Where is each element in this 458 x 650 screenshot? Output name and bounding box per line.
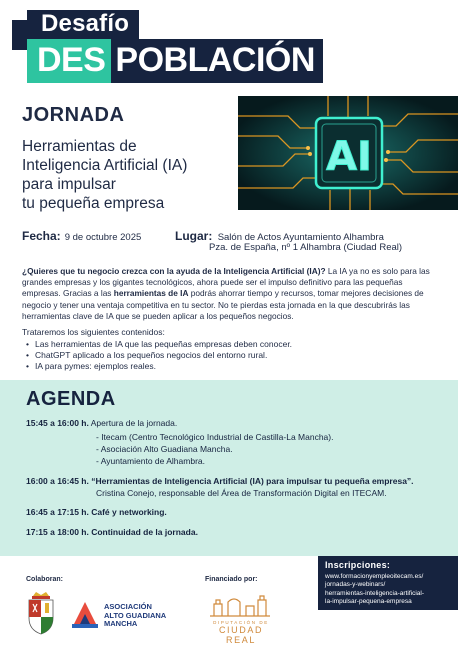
logo-desafio: Desafío xyxy=(27,10,139,39)
diputacion-line1: DIPUTACIÓN DE xyxy=(213,620,269,625)
url-line[interactable]: la-impulsar-pequena-empresa xyxy=(325,597,412,605)
agenda-item: 17:15 a 18:00 h. Continuidad de la jornada. xyxy=(26,527,198,537)
topics-title: Trataremos los siguientes contenidos: xyxy=(22,327,165,337)
agenda-text: Apertura de la jornada. xyxy=(88,418,178,428)
asociacion-line: ALTO GUADIANA xyxy=(104,610,167,620)
intro-bold: herramientas de IA xyxy=(113,288,189,299)
lugar-line1: Salón de Actos Ayuntamiento Alhambra xyxy=(217,232,384,243)
logo-poblacion: POBLACIÓN xyxy=(111,39,323,83)
diputacion-line2: CIUDAD REAL xyxy=(218,625,264,645)
event-title xyxy=(22,137,232,213)
fecha-value: 9 de octubre 2025 xyxy=(64,232,142,243)
logo-despoblacion xyxy=(27,39,323,83)
event-title-line: tu pequeña empresa xyxy=(22,195,165,212)
agenda-time: 16:00 a 16:45 h. xyxy=(26,476,89,486)
agenda-item: 16:45 a 17:15 h. Café y networking. xyxy=(26,507,167,517)
list-item: • Las herramientas de IA que las pequeñas empresas deben conocer. xyxy=(26,339,292,350)
asociacion-line: ASOCIACIÓN xyxy=(104,602,152,611)
agenda-subitem: - Asociación Alto Guadiana Mancha. xyxy=(96,444,233,454)
lugar-line2: Pza. de España, nº 1 Alhambra (Ciudad Real) xyxy=(209,242,403,253)
url-line[interactable]: jornadas-y-webinars/ xyxy=(325,581,386,589)
financiado-label: Financiado por: xyxy=(205,576,258,583)
intro-paragraph xyxy=(22,266,440,322)
agenda-time: 15:45 a 16:00 h. xyxy=(26,418,89,428)
coat-of-arms-icon xyxy=(24,590,58,636)
agenda-item xyxy=(26,418,177,428)
agenda-speaker: Cristina Conejo, responsable del Área de Transformación Digital en ITECAM. xyxy=(96,488,387,498)
intro-text: La IA ya no es solo para las grandes empresas y los gigantes tecnológicos, ahora puede ser el impulso definitivo para las pequeñas empresas. Gracias a las xyxy=(22,266,430,299)
agenda-subitem: - Ayuntamiento de Alhambra. xyxy=(96,456,205,466)
asociacion-logo-icon xyxy=(70,600,100,630)
lugar xyxy=(175,229,384,243)
list-item: • ChatGPT aplicado a los pequeños negocios del entorno rural. xyxy=(26,350,292,361)
agenda-title: AGENDA xyxy=(26,388,116,410)
inscripciones-link[interactable] xyxy=(325,573,458,606)
list-item: • IA para pymes: ejemplos reales. xyxy=(26,361,292,372)
lugar-label: Lugar: xyxy=(175,229,213,243)
colaboran-label: Colaboran: xyxy=(26,576,63,583)
inscripciones-box xyxy=(318,556,458,610)
fecha xyxy=(22,229,141,243)
event-title-line: Herramientas de xyxy=(22,138,137,155)
asociacion-name xyxy=(104,603,166,629)
asociacion-line: MANCHA xyxy=(104,619,138,628)
event-title-line: para impulsar xyxy=(22,176,116,193)
agenda-subitem: - Itecam (Centro Tecnológico Industrial de Castilla-La Mancha). xyxy=(96,432,334,442)
ai-chip-image xyxy=(238,96,458,210)
intro-text: podrás ahorrar tiempo y recursos, tomar mejores decisiones de negocio y tener una ventaja competitiva en tu sector. No te pierdas esta jornada en la que descubrirás las herramientas clave de IA que se pueden aplicar a los pequeños negocios. xyxy=(22,288,424,321)
ai-chip-text: AI xyxy=(326,134,372,180)
diputacion-name xyxy=(206,620,276,645)
agenda-item xyxy=(26,476,414,486)
event-kind: JORNADA xyxy=(22,104,125,126)
inscripciones-title: Inscripciones: xyxy=(325,560,391,570)
topics-list xyxy=(26,339,292,372)
intro-question: ¿Quieres que tu negocio crezca con la ayuda de la Inteligencia Artificial (IA)? xyxy=(22,266,326,276)
agenda-text: “Herramientas de Inteligencia Artificial (IA) para impulsar tu pequeña empresa”. xyxy=(88,476,414,486)
logo-des: DES xyxy=(27,39,111,83)
url-line[interactable]: www.formacionyempleoitecam.es/ xyxy=(325,573,424,580)
event-title-line: Inteligencia Artificial (IA) xyxy=(22,157,188,174)
fecha-label: Fecha: xyxy=(22,229,61,243)
diputacion-logo-icon xyxy=(208,594,272,618)
url-line[interactable]: herramientas-inteligencia-artificial- xyxy=(325,589,424,597)
